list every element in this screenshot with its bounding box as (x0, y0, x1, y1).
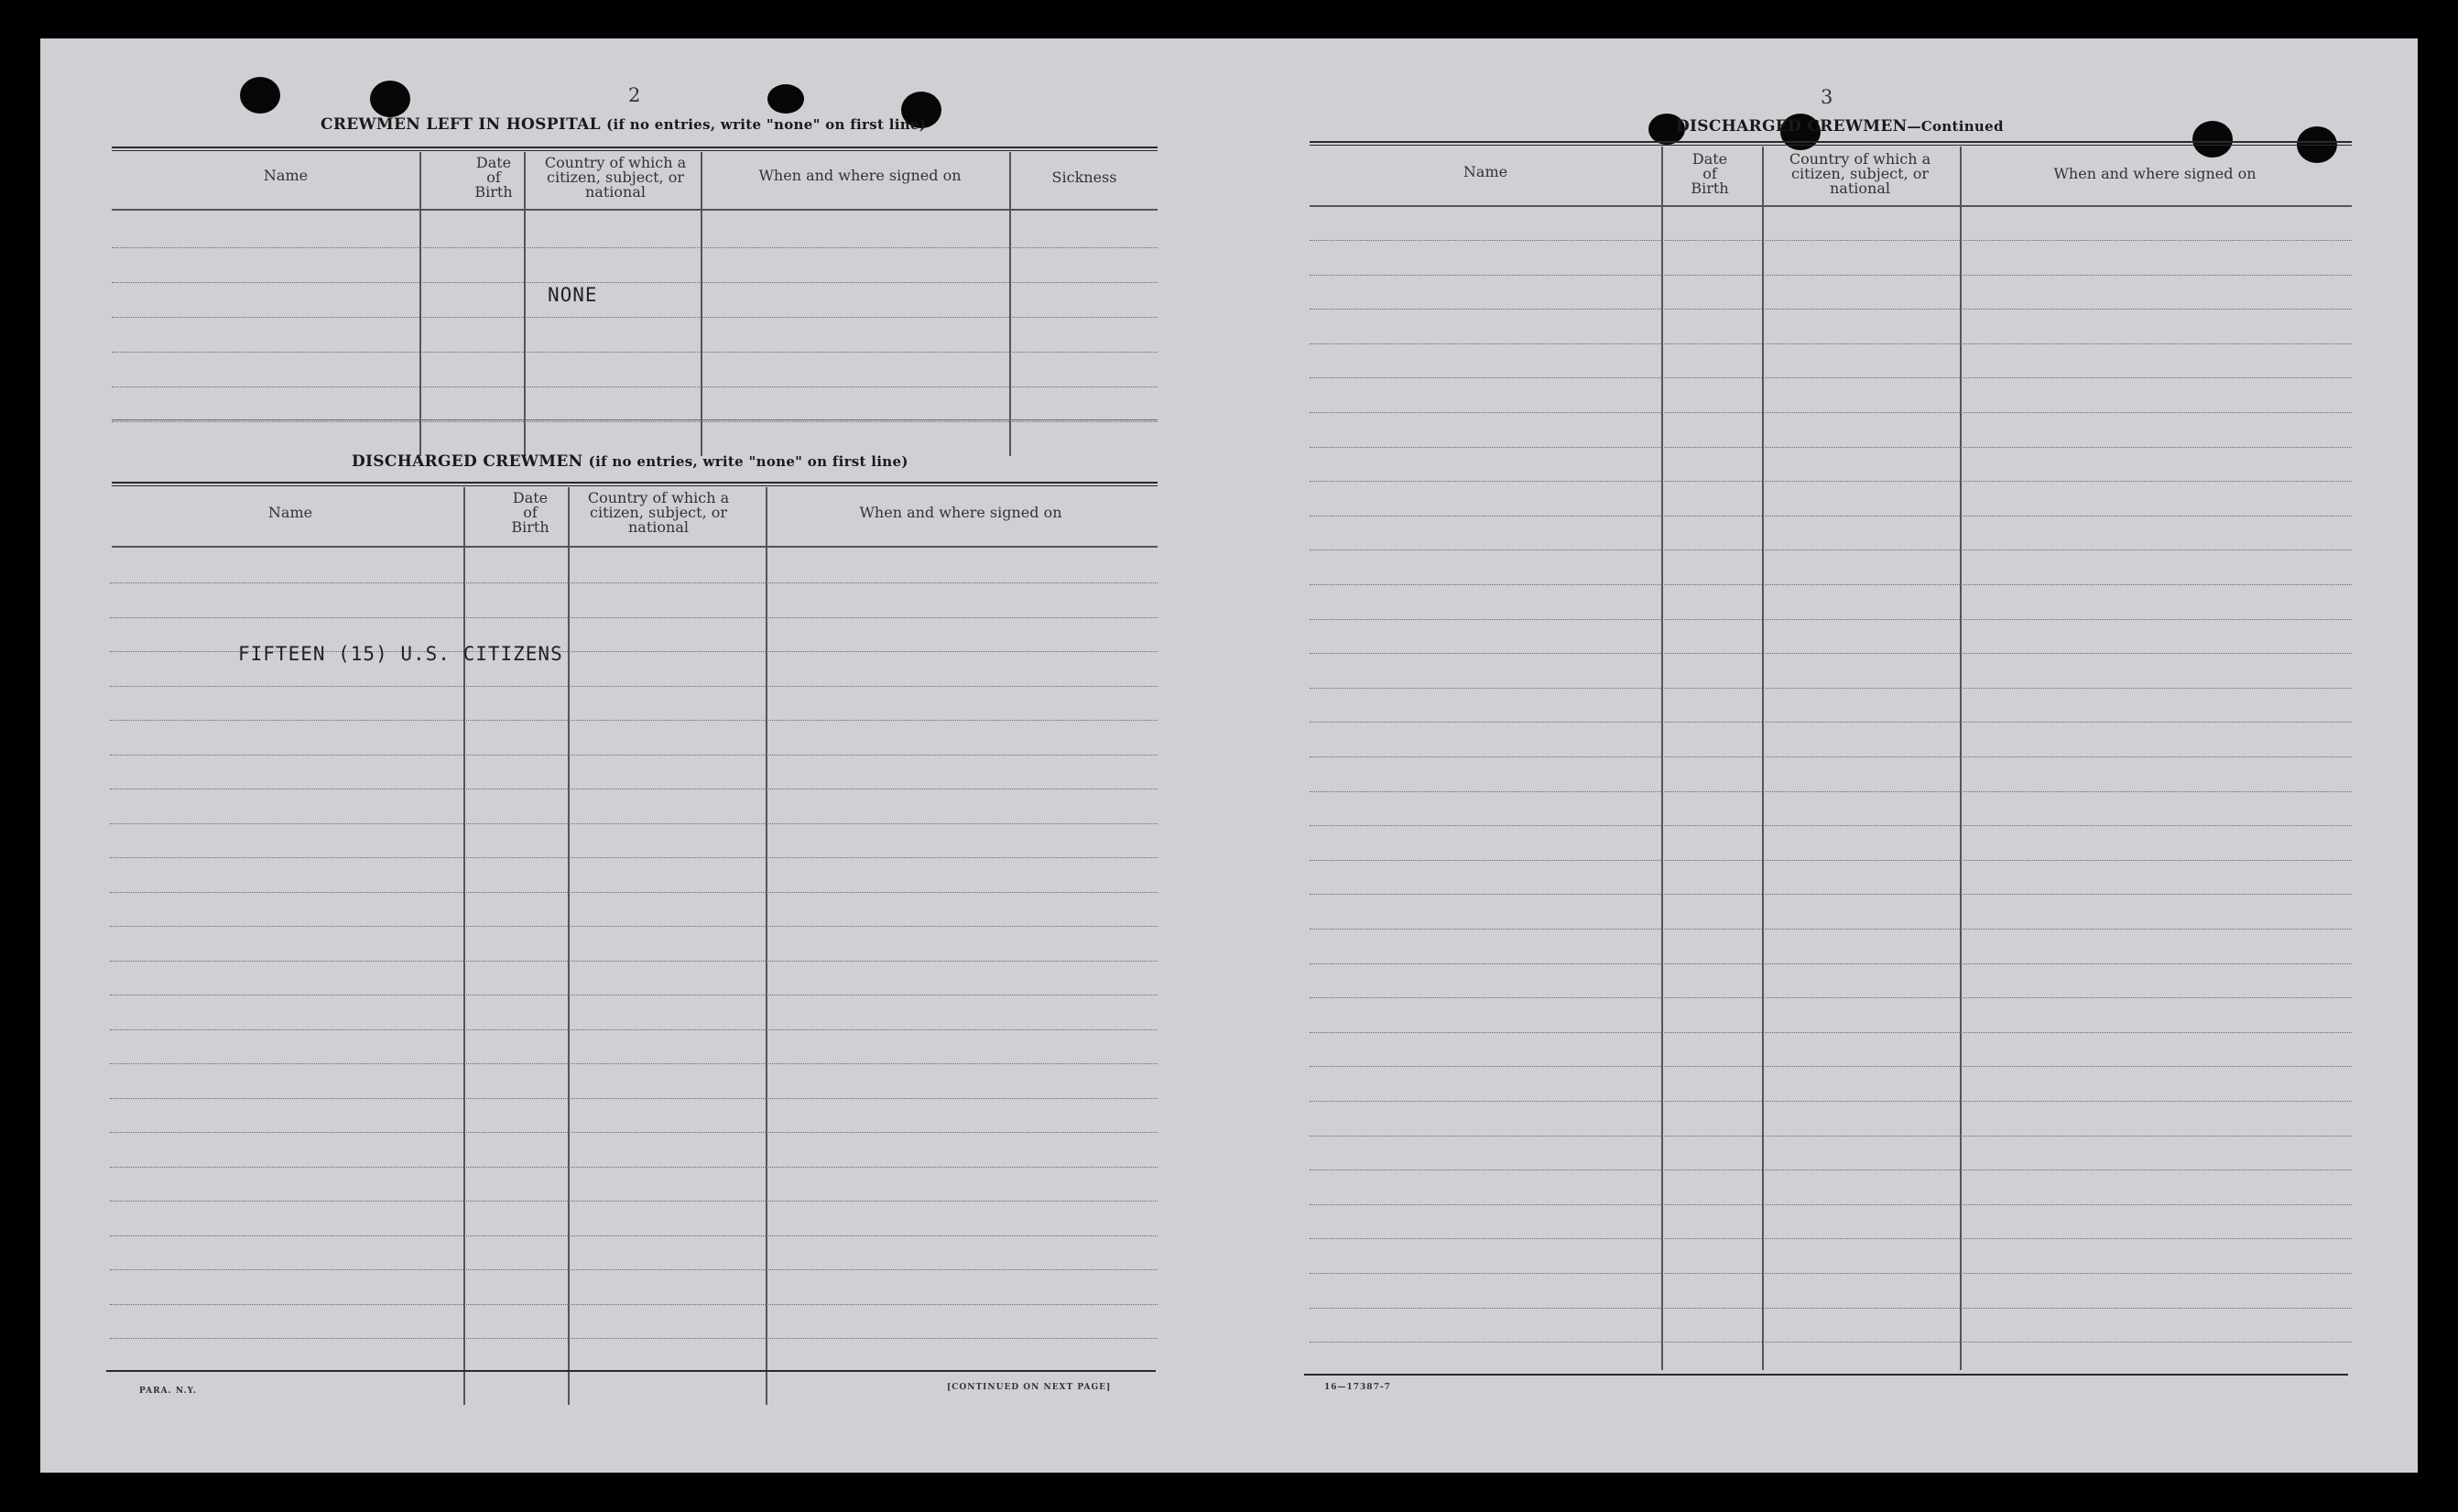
footer-printer: PARA. N.Y. (139, 1387, 198, 1396)
right-header-rule (1310, 205, 2352, 207)
punch-hole (370, 81, 410, 117)
table-rule-line (1310, 1032, 2352, 1033)
table-rule-line (1310, 309, 2352, 310)
right-col-signed-on: When and where signed on (2053, 165, 2257, 182)
discharged-section-heading (352, 452, 908, 471)
table-rule-line (110, 1063, 1158, 1064)
table-rule-line (1310, 584, 2352, 585)
hospital-header-rule (112, 209, 1158, 211)
hospital-col-divider (524, 152, 526, 456)
hospital-col-dob: Date of Birth (474, 154, 513, 201)
hospital-col-country: Country of which a citizen, subject, or national (544, 154, 687, 201)
right-top-rule (1310, 141, 2352, 143)
discharged-col-divider (766, 487, 767, 1405)
table-rule-line (1310, 1273, 2352, 1274)
continued-heading-main: DISCHARGED CREWMEN (1676, 117, 1908, 136)
hospital-line (112, 317, 1158, 318)
hospital-col-name: Name (263, 167, 309, 184)
table-rule-line (110, 1304, 1158, 1305)
table-rule-line (110, 892, 1158, 893)
table-rule-line (1310, 1238, 2352, 1239)
right-col-divider (1661, 147, 1663, 1370)
footer-form-number: 16—17387-7 (1324, 1383, 1391, 1392)
page-number-left: 2 (628, 84, 641, 106)
table-rule-line (110, 926, 1158, 927)
right-bottom-rule (1304, 1374, 2348, 1376)
discharged-col-signed-on: When and where signed on (859, 504, 1062, 521)
hospital-line (112, 421, 1158, 422)
discharged-col-divider (568, 487, 570, 1405)
table-rule-line (1310, 447, 2352, 448)
discharged-col-divider (463, 487, 465, 1405)
table-rule-line (1310, 1308, 2352, 1309)
page-number-right: 3 (1821, 86, 1833, 108)
hospital-line (112, 386, 1158, 387)
hospital-bottom-rule (112, 419, 1158, 420)
table-rule-line (1310, 756, 2352, 757)
table-rule-line (110, 1167, 1158, 1168)
continued-section-heading (1676, 117, 2004, 136)
table-rule-line (1310, 1169, 2352, 1170)
hospital-col-divider (1009, 152, 1011, 456)
hospital-top-rule-2 (112, 150, 1158, 151)
table-rule-line (1310, 860, 2352, 861)
table-rule-line (1310, 997, 2352, 998)
right-col-divider (1960, 147, 1962, 1370)
hospital-heading-note: (if no entries, write "none" on first line) (606, 116, 927, 133)
footer-continued: [CONTINUED ON NEXT PAGE] (947, 1383, 1112, 1392)
table-rule-line (1310, 963, 2352, 964)
hospital-section-heading (321, 115, 926, 134)
table-rule-line (1310, 722, 2352, 723)
discharged-heading-note: (if no entries, write "none" on first line) (588, 453, 908, 470)
table-rule-line (1310, 1136, 2352, 1137)
discharged-col-name: Name (267, 504, 313, 521)
discharged-col-dob: Date of Birth (511, 489, 549, 536)
hospital-col-divider (419, 152, 421, 456)
table-rule-line (110, 1201, 1158, 1202)
table-rule-line (1310, 688, 2352, 689)
table-rule-line (110, 857, 1158, 858)
table-rule-line (110, 1098, 1158, 1099)
table-rule-line (110, 1132, 1158, 1133)
hospital-col-divider (701, 152, 702, 456)
table-rule-line (1310, 343, 2352, 344)
hospital-col-sickness: Sickness (1051, 169, 1117, 186)
table-rule-line (1310, 1204, 2352, 1205)
table-rule-line (110, 961, 1158, 962)
table-rule-line (1310, 825, 2352, 826)
form-sheet (40, 38, 2418, 1473)
hospital-heading-main: CREWMEN LEFT IN HOSPITAL (321, 115, 601, 134)
table-rule-line (1310, 929, 2352, 930)
table-rule-line (110, 1338, 1158, 1339)
right-col-country: Country of which a citizen, subject, or national (1789, 150, 1931, 197)
table-rule-line (1310, 377, 2352, 378)
hospital-entry-none: NONE (548, 284, 598, 306)
discharged-col-country: Country of which a citizen, subject, or national (587, 489, 730, 536)
table-rule-line (110, 1029, 1158, 1030)
table-rule-line (1310, 653, 2352, 654)
table-rule-line (110, 755, 1158, 756)
left-bottom-rule (106, 1370, 1156, 1372)
punch-hole (240, 77, 280, 114)
table-rule-line (1310, 240, 2352, 241)
table-rule-line (1310, 791, 2352, 792)
hospital-line (112, 352, 1158, 353)
discharged-heading-main: DISCHARGED CREWMEN (352, 452, 583, 471)
hospital-top-rule (112, 147, 1158, 148)
punch-hole (2192, 121, 2233, 158)
table-rule-line (1310, 1066, 2352, 1067)
table-rule-line (110, 617, 1158, 618)
table-rule-line (110, 1269, 1158, 1270)
table-rule-line (110, 720, 1158, 721)
table-rule-line (1310, 549, 2352, 550)
hospital-line (112, 282, 1158, 283)
table-rule-line (110, 582, 1158, 583)
table-rule-line (110, 686, 1158, 687)
table-rule-line (110, 823, 1158, 824)
table-rule-line (1310, 516, 2352, 517)
right-col-divider (1762, 147, 1764, 1370)
discharged-entry: FIFTEEN (15) U.S. CITIZENS (238, 643, 563, 665)
table-rule-line (1310, 481, 2352, 482)
table-rule-line (1310, 894, 2352, 895)
right-col-dob: Date of Birth (1691, 150, 1729, 197)
hospital-line (112, 247, 1158, 248)
hospital-col-signed-on: When and where signed on (758, 167, 962, 184)
right-top-rule-2 (1310, 145, 2352, 146)
punch-hole (767, 84, 804, 114)
table-rule-line (1310, 1342, 2352, 1343)
table-rule-line (1310, 1101, 2352, 1102)
table-rule-line (1310, 412, 2352, 413)
table-rule-line (110, 1235, 1158, 1236)
discharged-top-rule-2 (112, 485, 1158, 486)
table-rule-line (1310, 275, 2352, 276)
table-rule-line (1310, 619, 2352, 620)
continued-heading-note: —Continued (1907, 118, 2004, 135)
discharged-top-rule (112, 482, 1158, 484)
discharged-header-rule (112, 546, 1158, 548)
right-col-name: Name (1463, 163, 1508, 180)
